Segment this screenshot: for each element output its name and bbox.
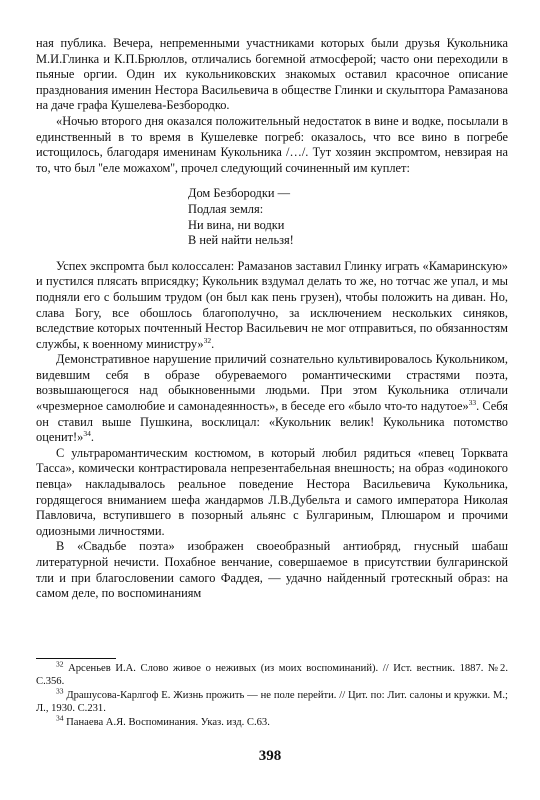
footnote-ref-33[interactable]: 33: [468, 397, 477, 407]
paragraph-2: [36, 114, 508, 176]
paragraph-4-end: .: [90, 430, 94, 445]
footnote-text: Арсеньев И.А. Слово живое о неживых (из моих воспоминаний). // Ист. вестник. 1887. №2. С.356.: [36, 663, 508, 688]
paragraph-4-text: Демонстративное нарушение приличий сознательно культивировалось Кукольником, видевшим себя в образе обуреваемого романтическими страстями поэта, возвышающегося над обыкновенными людьми. При этом Кукольника отличали «чрезмерное самолюбие и самонадеянность», в беседе его «было что-то надутое»: [36, 352, 508, 414]
footnote-33: [36, 686, 508, 716]
footnote-number: 33: [56, 686, 64, 696]
footnotes: [36, 659, 508, 729]
paragraph-1: [36, 36, 508, 114]
footnote-number: 32: [56, 659, 64, 669]
footnote-ref-34[interactable]: 34: [83, 429, 91, 439]
footnote-32: [36, 659, 508, 689]
paragraph-3: [36, 259, 508, 353]
paragraph-4: [36, 352, 508, 446]
paragraph-2-text: «Ночью второго дня оказался положительный недостаток в вине и водке, посылали в единственный в то время в Кушелевке погреб: оказалось, что все вино в погребе истощилось, благодаря именинам Кукольника /…/. Тут хозяин экспромтом, невзирая на то, что был ''еле можахом'', прочел следующий сочиненный им куплет:: [36, 113, 508, 175]
verse-line: Подлая земля:: [188, 201, 264, 216]
footnote-ref-32[interactable]: 32: [203, 335, 212, 345]
footnote-number: 34: [56, 713, 64, 723]
paragraph-6: [36, 539, 508, 601]
paragraph-6-text: В «Свадьбе поэта» изображен своеобразный антиобряд, гнусный шабаш литературной нечисти. Похабное венчание, совершаемое в присутствии булгаринской тли и при благословении самого Фаддея, — удачно найденный гротескный образ: на самом деле, по воспоминаниям: [36, 539, 508, 601]
paragraph-3-tail: .: [211, 336, 215, 351]
main-text: [36, 36, 508, 602]
verse-line: Дом Безбородки —: [188, 186, 290, 201]
paragraph-5-text: С ультраромантическим костюмом, в который любил рядиться «певец Торквата Тасса», комически контрастировала непрезентабельная внешность; на образ «одинокого певца» накладывалось реальное поведение Нестора Васильевича Кукольника, гордящегося вниманием шефа жандармов Л.В.Дубельта и самого императора Николая Павловича, вступившего в позорный альянс с Булгариным, Плюшаром и прочими одиозными личностями.: [36, 445, 508, 538]
paragraph-1-text: ная публика. Вечера, непременными участниками которых были друзья Кукольника М.И.Глинка и К.П.Брюллов, отличались богемной атмосферой; часто они переходили в пьяные оргии. Один их кукольниковских знакомых оставил красочное описание празднования именин Нестора Васильевича в обществе Глинки и скульптора Рамазанова на даче графа Кушелева-Безбородко.: [36, 36, 508, 113]
page-number: 398: [258, 748, 282, 764]
verse-line: Ни вина, ни водки: [188, 217, 285, 232]
verse-line: В ней найти нельзя!: [188, 233, 294, 248]
footnote-text: Панаева А.Я. Воспоминания. Указ. изд. С.63.: [66, 716, 270, 728]
paragraph-4-tail: . Себя он ставил выше Пушкина, восклицал: «Кукольник велик! Кукольника потомство оценит!»: [36, 399, 509, 445]
paragraph-5: [36, 446, 508, 540]
footnote-divider: [36, 658, 116, 659]
verse-block: [188, 186, 508, 248]
footnote-34: [36, 713, 508, 729]
paragraph-3-text: Успех экспромта был колоссален: Рамазанов заставил Глинку играть «Камаринскую» и пустился плясать вприсядку; Кукольник вздумал делать то же, но тотчас же упал, и мы подняли его с большим трудом (он был как пень грузен), чтобы положить на диван. Но, слава Богу, все обошлось благополучно, за исключением нескольких синяков, вследствие которых почтенный Нестор Васильевич не мог отправиться, по обязанностям службы, к военному министру»: [36, 258, 508, 351]
footnote-text: Драшусова-Карлгоф Е. Жизнь прожить — не поле перейти. // Цит. по: Лит. салоны и кружки. М.; Л., 1930. С.231.: [36, 689, 508, 715]
